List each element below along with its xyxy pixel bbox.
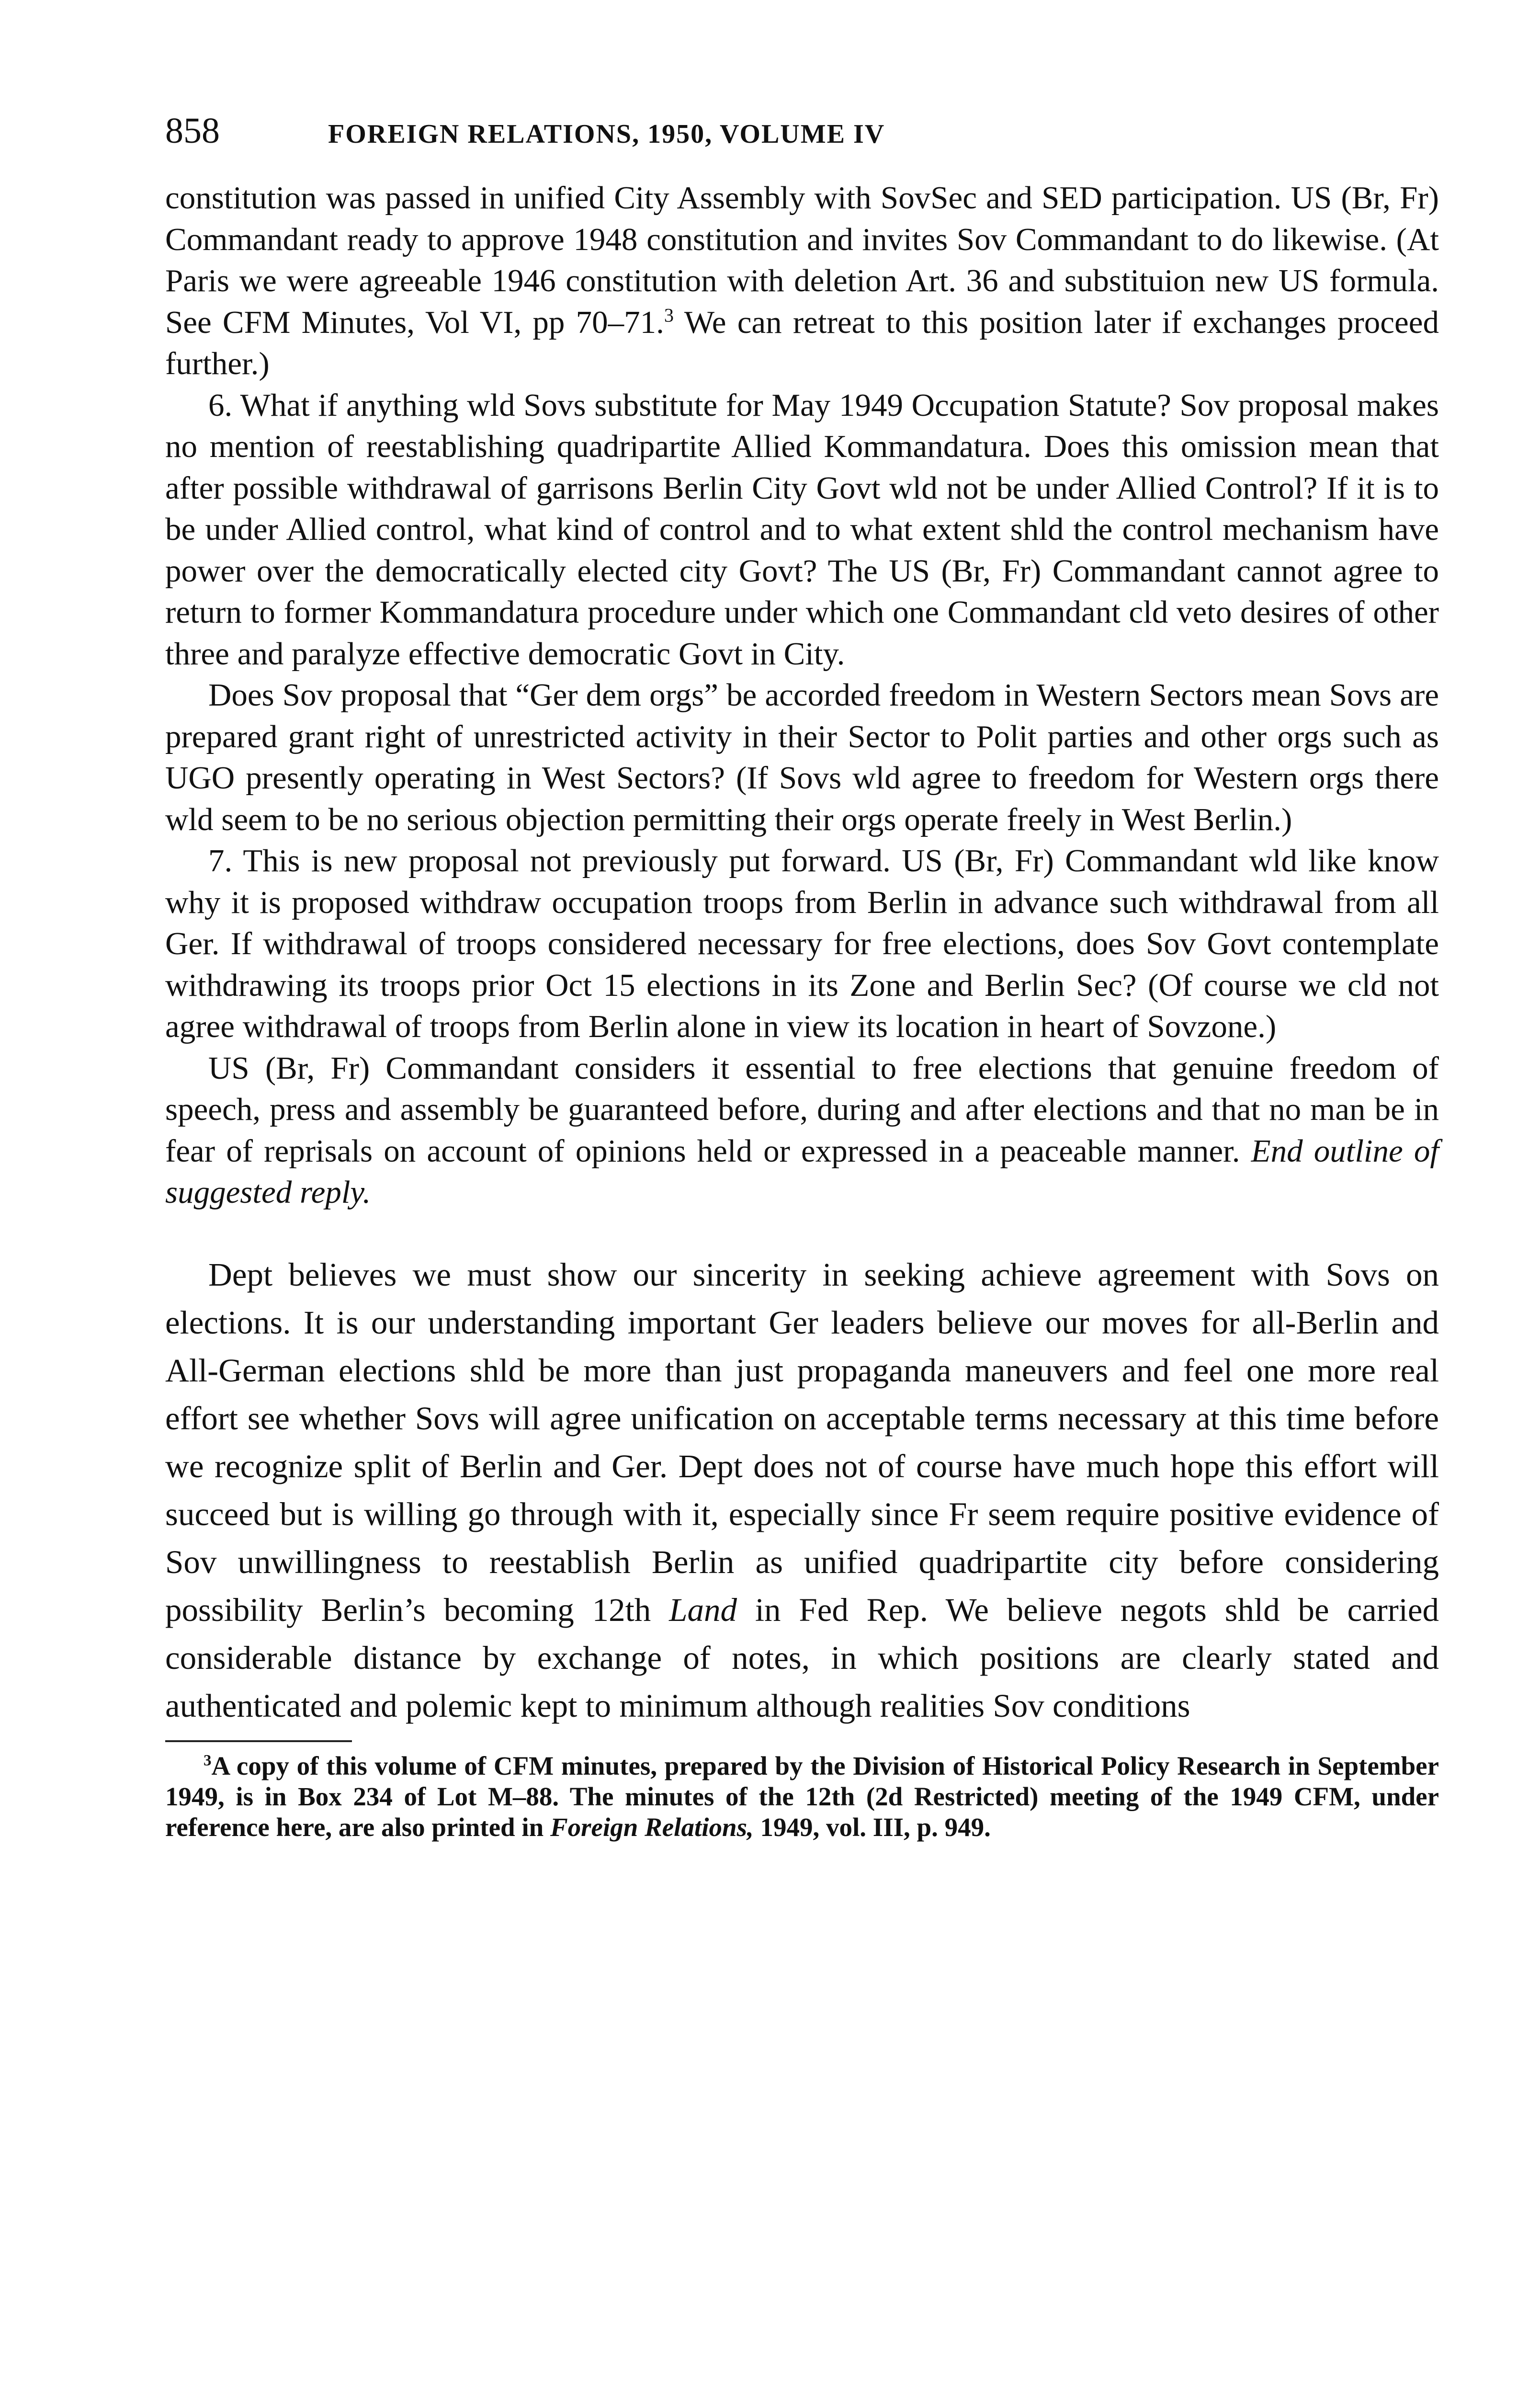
quoted-outline xyxy=(165,177,1439,1213)
outline-text: We can retreat to this position later if exchanges proceed further.) xyxy=(165,304,1439,381)
footnote-rule xyxy=(165,1740,352,1742)
outline-paragraph-elections xyxy=(165,1048,1439,1213)
footnote-text: A copy of this volume of CFM minutes, prepared by the Division of Historical Policy Research in September 1949, is in Box 234 of Lot M–88. The minutes of the 12th (2d Restricted) meeting of the 1949 CFM, under reference here, are also printed in xyxy=(165,1751,1439,1842)
main-body xyxy=(165,1251,1439,1730)
land-italic: Land xyxy=(669,1591,737,1628)
body-paragraph xyxy=(165,1251,1439,1730)
footnote-italic-title: Foreign Relations, xyxy=(550,1812,754,1842)
footnote-marker: 3 xyxy=(204,1752,212,1769)
body-text: Dept believes we must show our sincerity in seeking achieve agreement with Sovs on elections. It is our understanding important Ger leaders believe our moves for all-Berlin and All-German elections shld be more than just propaganda maneuvers and feel one more real effort see whether Sovs will agree unification on acceptable terms necessary at this time before we recognize split of Berlin and Ger. Dept does not of course have much hope this effort will succeed but is willing go through with it, especially since Fr seem require positive evidence of Sov unwillingness to reestablish Berlin as unified quadripartite city before considering possibility Berlin’s becoming 12th xyxy=(165,1256,1439,1628)
outline-paragraph-6: 6. What if anything wld Sovs substitute for May 1949 Occupation Statute? Sov proposal makes no mention of reestablishing quadripartite Allied Kommandatura. Does this omission mean that after possible withdrawal of garrisons Berlin City Govt wld not be under Allied Control? If it is to be under Allied control, what kind of control and to what extent shld the control mechanism have power over the democratically elected city Govt? The US (Br, Fr) Commandant cannot agree to return to former Kommandatura procedure under which one Commandant cld veto desires of other three and paralyze effective democratic Govt in City. xyxy=(165,387,1439,672)
footnote-reference: 3 xyxy=(664,304,674,326)
document-page xyxy=(165,110,1439,1843)
footnote xyxy=(165,1751,1439,1843)
footnote-text: 1949, vol. III, p. 949. xyxy=(760,1812,991,1842)
end-outline-note: End outline of suggested reply. xyxy=(165,1133,1439,1210)
page-number: 858 xyxy=(165,111,220,151)
outline-paragraph-constitution xyxy=(165,177,1439,385)
outline-text: constitution was passed in unified City Assembly with SovSec and SED participation. US (Br, Fr) Commandant ready to approve 1948 constitution and invites Sov Commandant to do likewise. (At Paris we were agreeable 1946 constitution with deletion Art. 36 and substituion new US formula. See CFM Minutes, Vol VI, pp 70–71. xyxy=(165,180,1439,340)
running-head xyxy=(165,110,1439,177)
body-text: in Fed Rep. We believe negots shld be carried considerable distance by exchange of notes, in which positions are clearly stated and authenticated and polemic kept to minimum although realities Sov conditions xyxy=(165,1591,1439,1724)
outline-paragraph-7: 7. This is new proposal not previously put forward. US (Br, Fr) Commandant wld like know why it is proposed withdraw occupation troops from Berlin in advance such withdrawal from all Ger. If withdrawal of troops considered necessary for free elections, does Sov Govt contemplate withdrawing its troops prior Oct 15 elections in its Zone and Berlin Sec? (Of course we cld not agree withdrawal of troops from Berlin alone in view its location in heart of Sovzone.) xyxy=(165,843,1439,1044)
outline-text: US (Br, Fr) Commandant considers it essential to free elections that genuine freedom of speech, press and assembly be guaranteed before, during and after elections and that no man be in fear of reprisals on account of opinions held or expressed in a peaceable manner. xyxy=(165,1050,1439,1169)
footnote-paragraph xyxy=(165,1751,1439,1843)
outline-paragraph-dem-orgs: Does Sov proposal that “Ger dem orgs” be accorded freedom in Western Sectors mean Sovs are prepared grant right of unrestricted activity in their Sector to Polit parties and other orgs such as UGO presently operating in West Sectors? (If Sovs wld agree to freedom for Western orgs there wld seem to be no serious objection permitting their orgs operate freely in West Berlin.) xyxy=(165,677,1439,837)
running-title: FOREIGN RELATIONS, 1950, VOLUME IV xyxy=(328,119,885,149)
